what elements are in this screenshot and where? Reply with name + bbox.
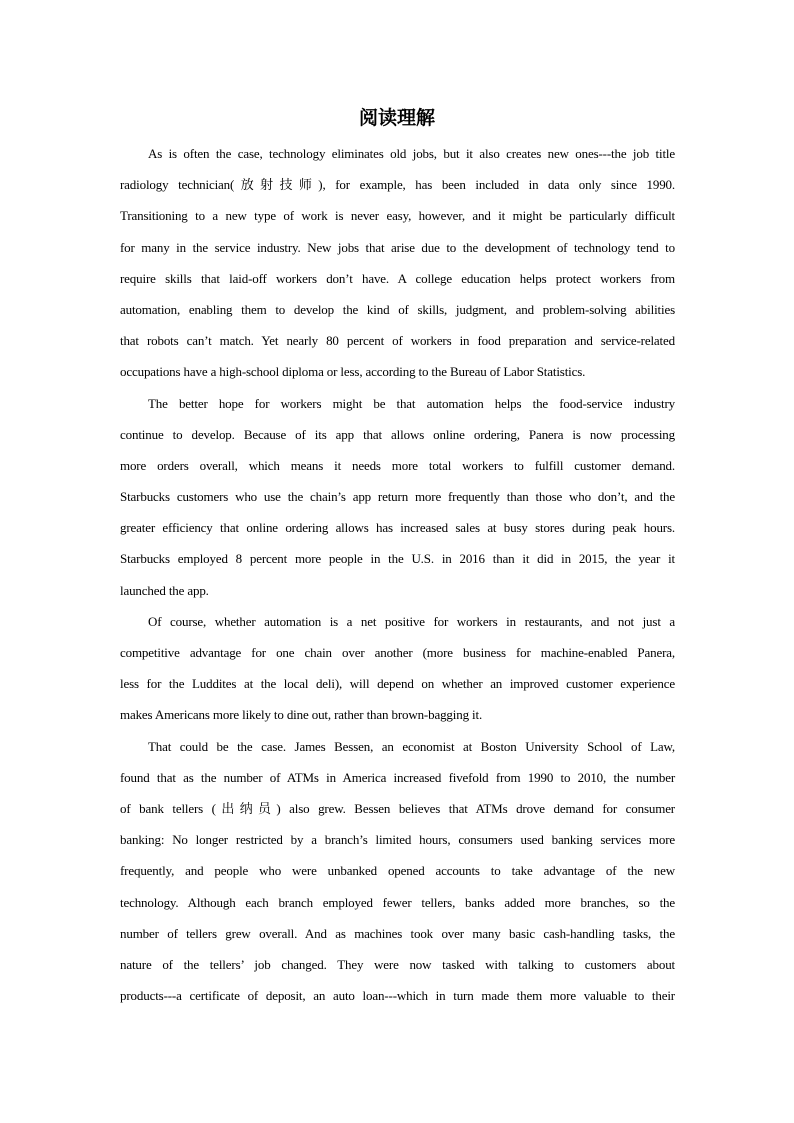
text-line: That could be the case. James Bessen, an economist at Boston University School of Law,: [148, 738, 675, 754]
paragraph: [120, 606, 675, 731]
text-line: The better hope for workers might be that automation helps the food-service industry: [148, 395, 675, 411]
paragraph: [120, 388, 675, 606]
text-line: nature of the tellers’ job changed. They were now tasked with talking to customers about: [120, 956, 675, 972]
document-title: 阅读理解: [358, 107, 435, 129]
text-line: occupations have a high-school diploma or less, according to the Bureau of Labor Statistics.: [120, 364, 586, 380]
text-line: radiology technician(放射技师), for example, has been included in data only since 1990.: [120, 177, 675, 193]
text-line: Transitioning to a new type of work is never easy, however, and it might be particularly difficult: [120, 208, 675, 224]
text-line: launched the app.: [120, 582, 209, 598]
text-line: products---a certificate of deposit, an auto loan---which in turn made them more valuable to their: [120, 988, 675, 1004]
text-line: for many in the service industry. New jobs that arise due to the development of technology tend to: [120, 239, 675, 255]
text-line: Starbucks customers who use the chain’s app return more frequently than those who don’t, and the: [120, 489, 675, 505]
document-body: [120, 138, 675, 1011]
text-line: makes Americans more likely to dine out, rather than brown-bagging it.: [120, 707, 483, 723]
text-line: As is often the case, technology eliminates old jobs, but it also creates new ones---the job title: [148, 146, 675, 161]
text-line: banking: No longer restricted by a branch’s limited hours, consumers used banking services more: [120, 832, 675, 848]
text-line: Of course, whether automation is a net positive for workers in restaurants, and not just a: [148, 613, 675, 629]
text-line: number of tellers grew overall. And as machines took over many basic cash-handling tasks, the: [120, 925, 675, 941]
text-line: found that as the number of ATMs in America increased fivefold from 1990 to 2010, the number: [120, 769, 675, 785]
text-line: that robots can’t match. Yet nearly 80 percent of workers in food preparation and service-related: [120, 333, 675, 349]
text-line: of bank tellers (出纳员) also grew. Bessen believes that ATMs drove demand for consumer: [120, 800, 675, 816]
text-line: less for the Luddites at the local deli), will depend on whether an improved customer experience: [120, 676, 675, 692]
text-line: Starbucks employed 8 percent more people in the U.S. in 2016 than it did in 2015, the year it: [120, 551, 675, 567]
text-line: automation, enabling them to develop the kind of skills, judgment, and problem-solving abilities: [120, 301, 675, 317]
text-line: greater efficiency that online ordering allows has increased sales at busy stores during peak hours.: [120, 520, 675, 536]
text-line: frequently, and people who were unbanked opened accounts to take advantage of the new: [120, 863, 675, 879]
text-line: technology. Although each branch employed fewer tellers, banks added more branches, so the: [120, 894, 675, 910]
text-line: continue to develop. Because of its app that allows online ordering, Panera is now processing: [120, 426, 675, 442]
text-line: more orders overall, which means it needs more total workers to fulfill customer demand.: [120, 457, 675, 473]
paragraph: [120, 138, 675, 388]
paragraph: [120, 731, 675, 1012]
text-line: competitive advantage for one chain over another (more business for machine-enabled Panera,: [120, 645, 675, 660]
text-line: require skills that laid-off workers don’t have. A college education helps protect workers from: [120, 270, 675, 286]
